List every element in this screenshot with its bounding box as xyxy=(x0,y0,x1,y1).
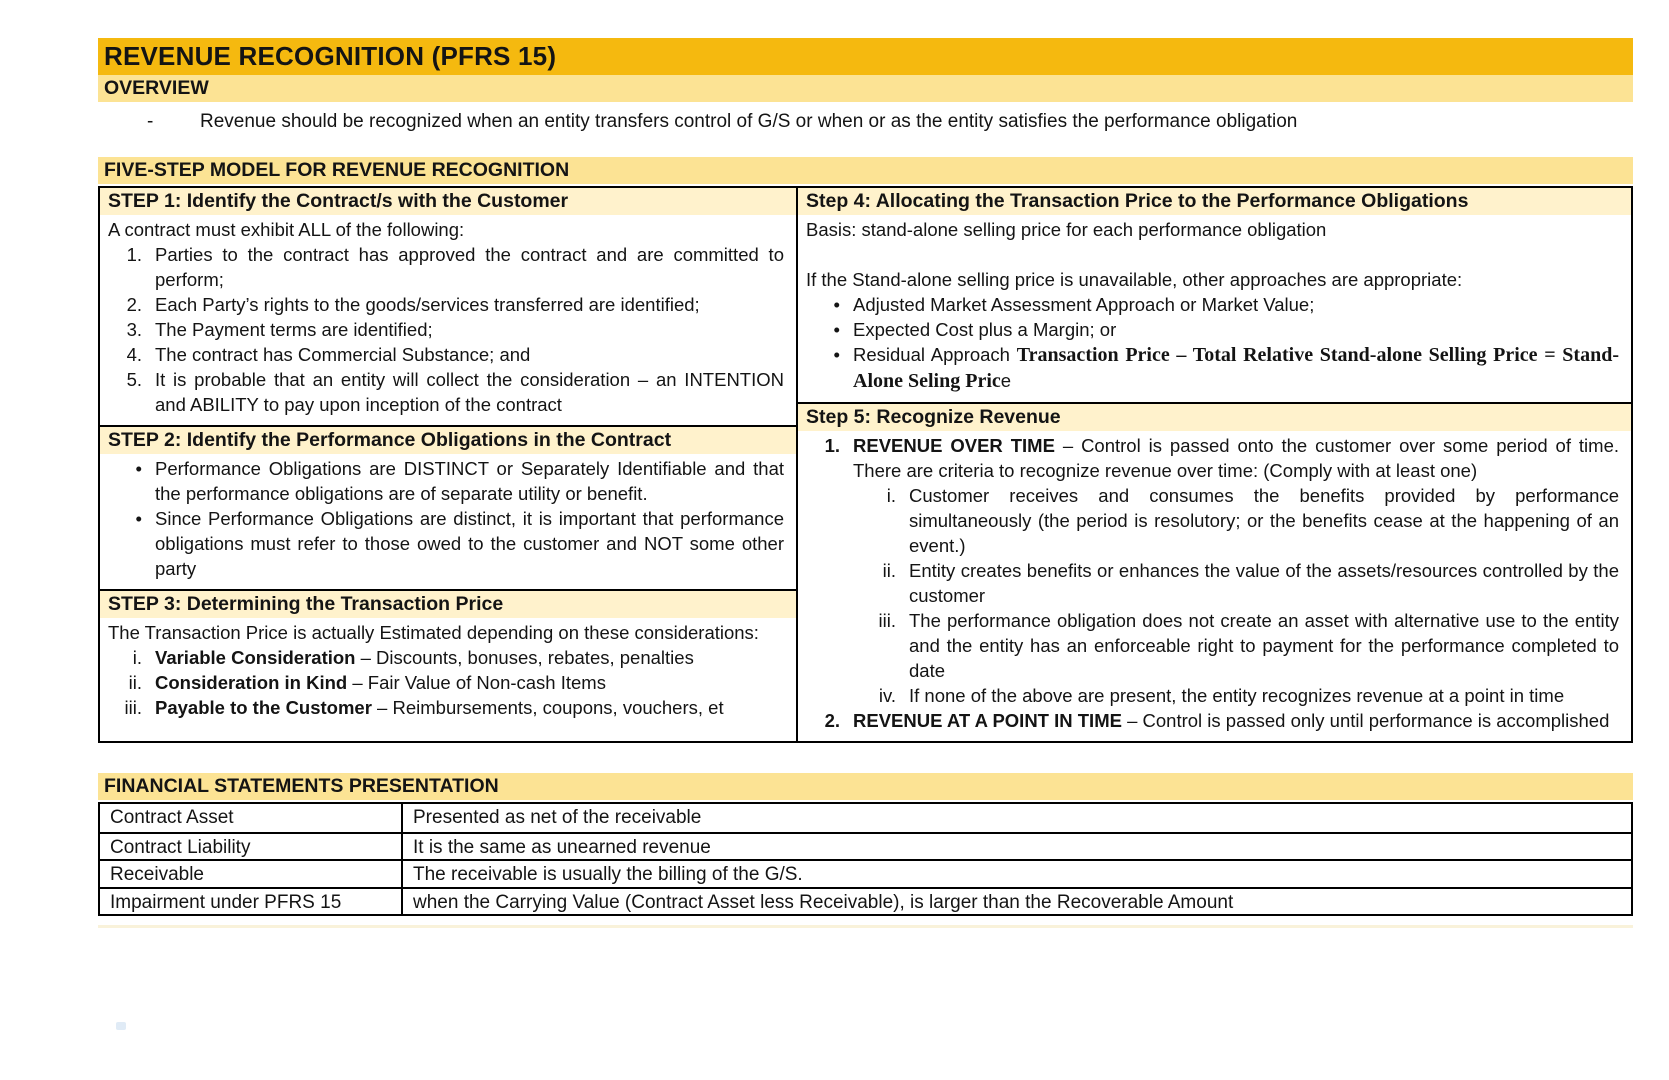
revenue-point-in-time-item: 2. REVENUE AT A POINT IN TIME – Control is passed only until performance is accomplished xyxy=(824,710,1610,731)
list-item: • Performance Obligations are DISTINCT or Separately Identifiable and that the performance obligations are of separate utility or benefit. xyxy=(135,458,784,504)
table-row: Contract Liability It is the same as unearned revenue xyxy=(100,832,1631,860)
table-row: Receivable The receivable is usually the billing of the G/S. xyxy=(100,859,1631,887)
financial-statements-heading: FINANCIAL STATEMENTS PRESENTATION xyxy=(98,773,1633,800)
list-item: iii. The performance obligation does not create an asset with alternative use to the entity and the entity has an enforceable right to payment for the performance completed to date xyxy=(878,610,1619,681)
step1-title: STEP 1: Identify the Contract/s with the Customer xyxy=(100,188,796,215)
page-artifact xyxy=(116,1022,126,1030)
list-item: iii. Payable to the Customer – Reimbursements, coupons, vouchers, et xyxy=(124,697,724,718)
blank-line xyxy=(806,242,1619,267)
step4-section xyxy=(798,188,1631,402)
financial-statements-table xyxy=(98,802,1633,916)
five-step-table xyxy=(98,186,1633,743)
step3-title: STEP 3: Determining the Transaction Price xyxy=(100,591,796,618)
list-item: ii. Consideration in Kind – Fair Value of Non-cash Items xyxy=(128,672,606,693)
step4-intro: If the Stand-alone selling price is unavailable, other approaches are appropriate: xyxy=(806,269,1463,290)
list-item: • Since Performance Obligations are distinct, it is important that performance obligations must refer to those owed to the customer and NOT some other party xyxy=(135,508,784,579)
step4-title: Step 4: Allocating the Transaction Price to the Performance Obligations xyxy=(798,188,1631,215)
step1-section xyxy=(100,188,796,425)
list-item: • Expected Cost plus a Margin; or xyxy=(833,319,1117,340)
step3-intro: The Transaction Price is actually Estimated depending on these considerations: xyxy=(108,622,759,643)
step5-section xyxy=(798,402,1631,741)
five-step-right-column xyxy=(798,188,1631,741)
list-item: • Adjusted Market Assessment Approach or Market Value; xyxy=(833,294,1315,315)
five-step-heading: FIVE-STEP MODEL FOR REVENUE RECOGNITION xyxy=(98,157,1633,184)
list-item: i. Customer receives and consumes the benefits provided by performance simultaneously (the period is resolutory; or the benefits cease at the happening of an event.) xyxy=(886,485,1619,556)
list-item: 3. The Payment terms are identified; xyxy=(126,319,433,340)
list-item: i. Variable Consideration – Discounts, bonuses, rebates, penalties xyxy=(132,647,694,668)
table-row: Impairment under PFRS 15 when the Carrying Value (Contract Asset less Receivable), is larger than the Recoverable Amount xyxy=(100,887,1631,915)
overview-bullet xyxy=(98,109,1633,135)
faded-divider-artifact xyxy=(98,925,1633,928)
list-item: iv. If none of the above are present, the entity recognizes revenue at a point in time xyxy=(878,685,1565,706)
list-item: 4. The contract has Commercial Substance; and xyxy=(126,344,531,365)
step2-section xyxy=(100,425,796,589)
step1-body xyxy=(100,215,796,425)
list-item: 2. Each Party’s rights to the goods/services transferred are identified; xyxy=(126,294,700,315)
overview-heading: OVERVIEW xyxy=(98,75,1633,102)
page-title: REVENUE RECOGNITION (PFRS 15) xyxy=(98,38,1633,75)
step1-intro: A contract must exhibit ALL of the following: xyxy=(108,219,465,240)
step5-title: Step 5: Recognize Revenue xyxy=(798,404,1631,431)
document-content xyxy=(98,38,1633,928)
residual-formula: Transaction Price – Total Relative Stand-alone Selling Price = Stand-Alone Seling Pric xyxy=(853,344,1619,392)
step5-body xyxy=(798,431,1631,741)
overview-bullet-text: Revenue should be recognized when an entity transfers control of G/S or when or as the entity satisfies the performance obligation xyxy=(200,111,1298,132)
step2-body xyxy=(100,454,796,589)
five-step-left-column xyxy=(100,188,798,741)
bullet-dash: - xyxy=(147,111,154,132)
step4-basis: Basis: stand-alone selling price for each performance obligation xyxy=(806,219,1327,240)
list-item: 5. It is probable that an entity will collect the consideration – an INTENTION and ABILITY to pay upon inception of the contract xyxy=(126,369,784,415)
step4-body xyxy=(798,215,1631,402)
step3-section xyxy=(100,589,796,741)
revenue-over-time-item: 1. REVENUE OVER TIME – Control is passed onto the customer over some period of time. There are criteria to recognize revenue over time: (Comply with at least one) xyxy=(824,435,1619,481)
step3-body xyxy=(100,618,796,728)
table-row: Contract Asset Presented as net of the receivable xyxy=(100,804,1631,832)
residual-approach-item: • Residual Approach Transaction Price – Total Relative Stand-alone Selling Price = Stand-Alone Seling Price xyxy=(833,344,1619,392)
list-item: 1. Parties to the contract has approved the contract and are committed to perform; xyxy=(126,244,784,290)
step2-title: STEP 2: Identify the Performance Obligations in the Contract xyxy=(100,427,796,454)
list-item: ii. Entity creates benefits or enhances the value of the assets/resources controlled by the customer xyxy=(882,560,1619,606)
